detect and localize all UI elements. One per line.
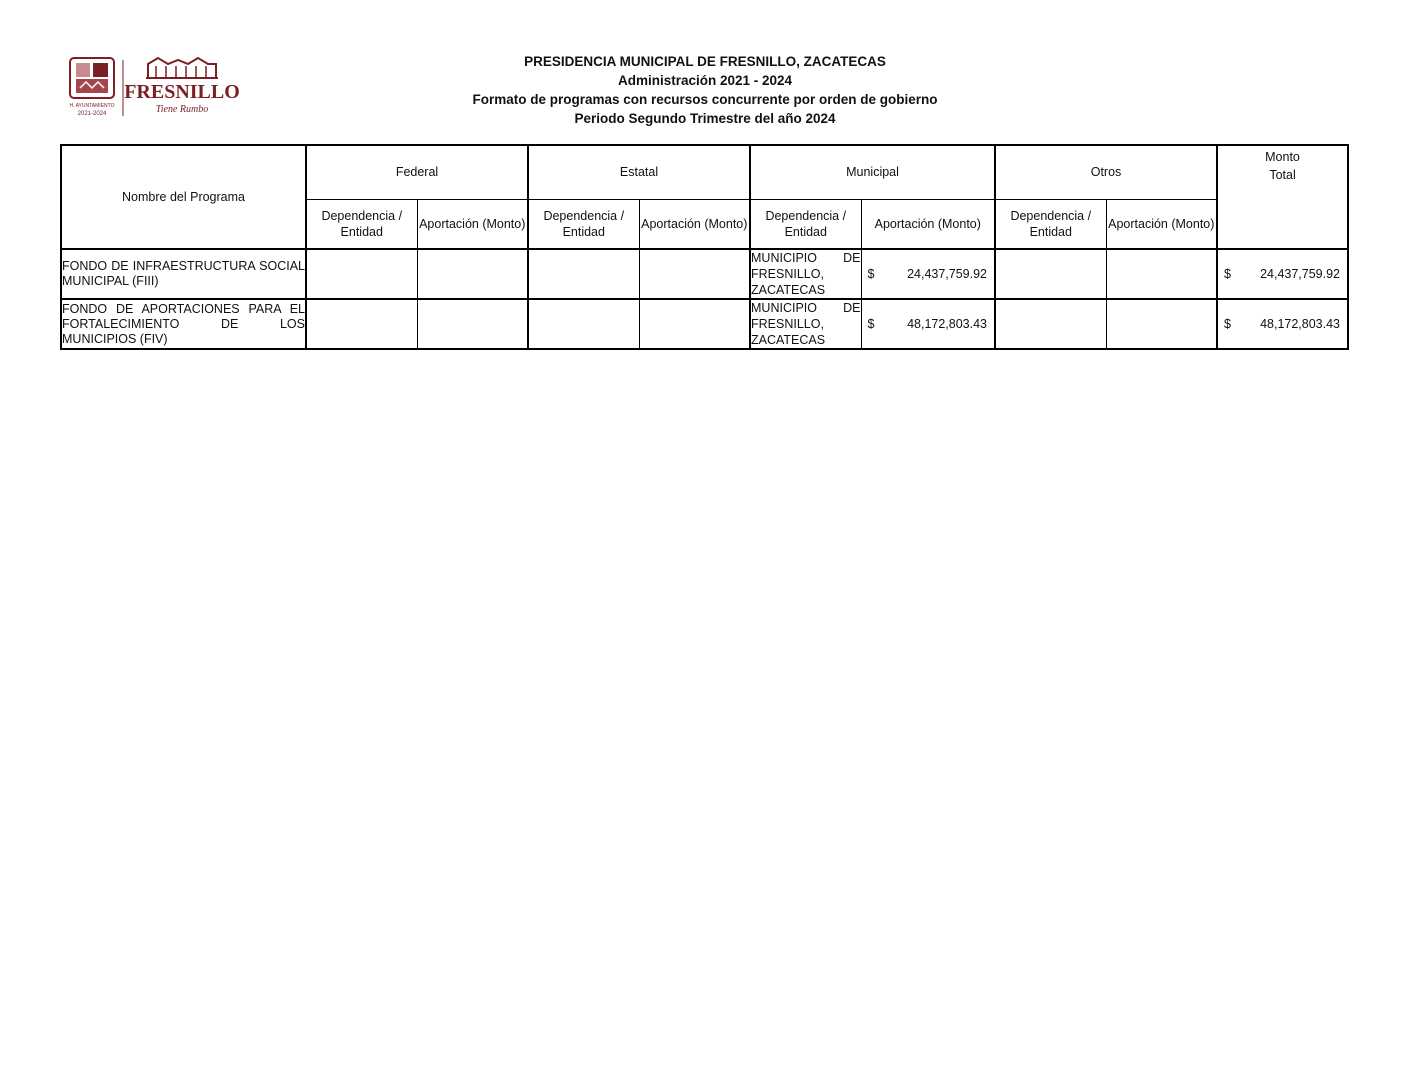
estatal-apo-cell [639, 249, 750, 299]
currency-symbol: $ [867, 267, 875, 281]
otros-dep-cell [995, 299, 1106, 349]
municipal-dep-cell: MUNICIPIO DE FRESNILLO, ZACATECAS [751, 251, 861, 297]
currency-symbol: $ [1224, 317, 1231, 331]
svg-text:2021-2024: 2021-2024 [77, 111, 107, 117]
header-estatal-dep: Dependencia / Entidad [528, 199, 639, 249]
currency-symbol: $ [867, 317, 875, 331]
header-total [1217, 145, 1348, 249]
otros-dep-cell [995, 249, 1106, 299]
fresnillo-skyline-icon [146, 58, 218, 78]
header-total-line1: Monto [1265, 150, 1300, 164]
header-estatal-apo: Aportación (Monto) [639, 199, 750, 249]
table-row [61, 299, 1348, 349]
header-administration: Administración 2021 - 2024 [617, 73, 793, 88]
fresnillo-wordmark: FRESNILLO [124, 81, 240, 103]
total-cell [1217, 299, 1348, 349]
header-municipal: Municipal [750, 145, 995, 199]
header-federal-apo: Aportación (Monto) [417, 199, 528, 249]
federal-apo-cell [417, 249, 528, 299]
document-header [360, 52, 1050, 128]
federal-dep-cell [306, 249, 417, 299]
header-federal-dep: Dependencia / Entidad [306, 199, 417, 249]
header-federal: Federal [306, 145, 528, 199]
header-format: Formato de programas con recursos concurrente por orden de gobierno [472, 92, 938, 107]
header-otros-dep: Dependencia / Entidad [995, 199, 1106, 249]
municipal-seal-icon [69, 58, 114, 117]
program-name: FONDO DE INFRAESTRUCTURA SOCIAL MUNICIPAL (FIII) [61, 249, 306, 299]
header-municipal-dep: Dependencia / Entidad [750, 199, 861, 249]
header-otros: Otros [995, 145, 1217, 199]
municipal-apo-cell [861, 249, 995, 299]
header-program-name: Nombre del Programa [61, 145, 306, 249]
header-period: Periodo Segundo Trimestre del año 2024 [574, 111, 836, 126]
otros-apo-cell [1106, 299, 1217, 349]
fresnillo-tagline: Tiene Rumbo [155, 104, 209, 115]
header-total-line2: Total [1269, 168, 1296, 182]
estatal-apo-cell [639, 299, 750, 349]
programs-table [60, 144, 1349, 350]
program-name: FONDO DE APORTACIONES PARA EL FORTALECIMIENTO DE LOS MUNICIPIOS (FIV) [61, 299, 306, 349]
federal-dep-cell [306, 299, 417, 349]
header-estatal: Estatal [528, 145, 750, 199]
municipal-apo-cell [861, 299, 995, 349]
federal-apo-cell [417, 299, 528, 349]
seal-text: H. AYUNTAMIENTO [69, 103, 115, 109]
table-row [61, 249, 1348, 299]
header-title: PRESIDENCIA MUNICIPAL DE FRESNILLO, ZACATECAS [524, 54, 886, 69]
table-header-groups [61, 145, 1348, 199]
total-amount: 48,172,803.43 [1260, 317, 1341, 331]
municipal-amount: 48,172,803.43 [907, 317, 988, 331]
currency-symbol: $ [1224, 267, 1231, 281]
fresnillo-logo [66, 54, 246, 120]
municipal-dep-cell: MUNICIPIO DE FRESNILLO, ZACATECAS [751, 301, 861, 347]
header-otros-apo: Aportación (Monto) [1106, 199, 1217, 249]
total-cell [1217, 249, 1348, 299]
estatal-dep-cell [528, 299, 639, 349]
total-amount: 24,437,759.92 [1260, 267, 1341, 281]
estatal-dep-cell [528, 249, 639, 299]
municipal-amount: 24,437,759.92 [907, 267, 988, 281]
otros-apo-cell [1106, 249, 1217, 299]
header-municipal-apo: Aportación (Monto) [861, 199, 995, 249]
